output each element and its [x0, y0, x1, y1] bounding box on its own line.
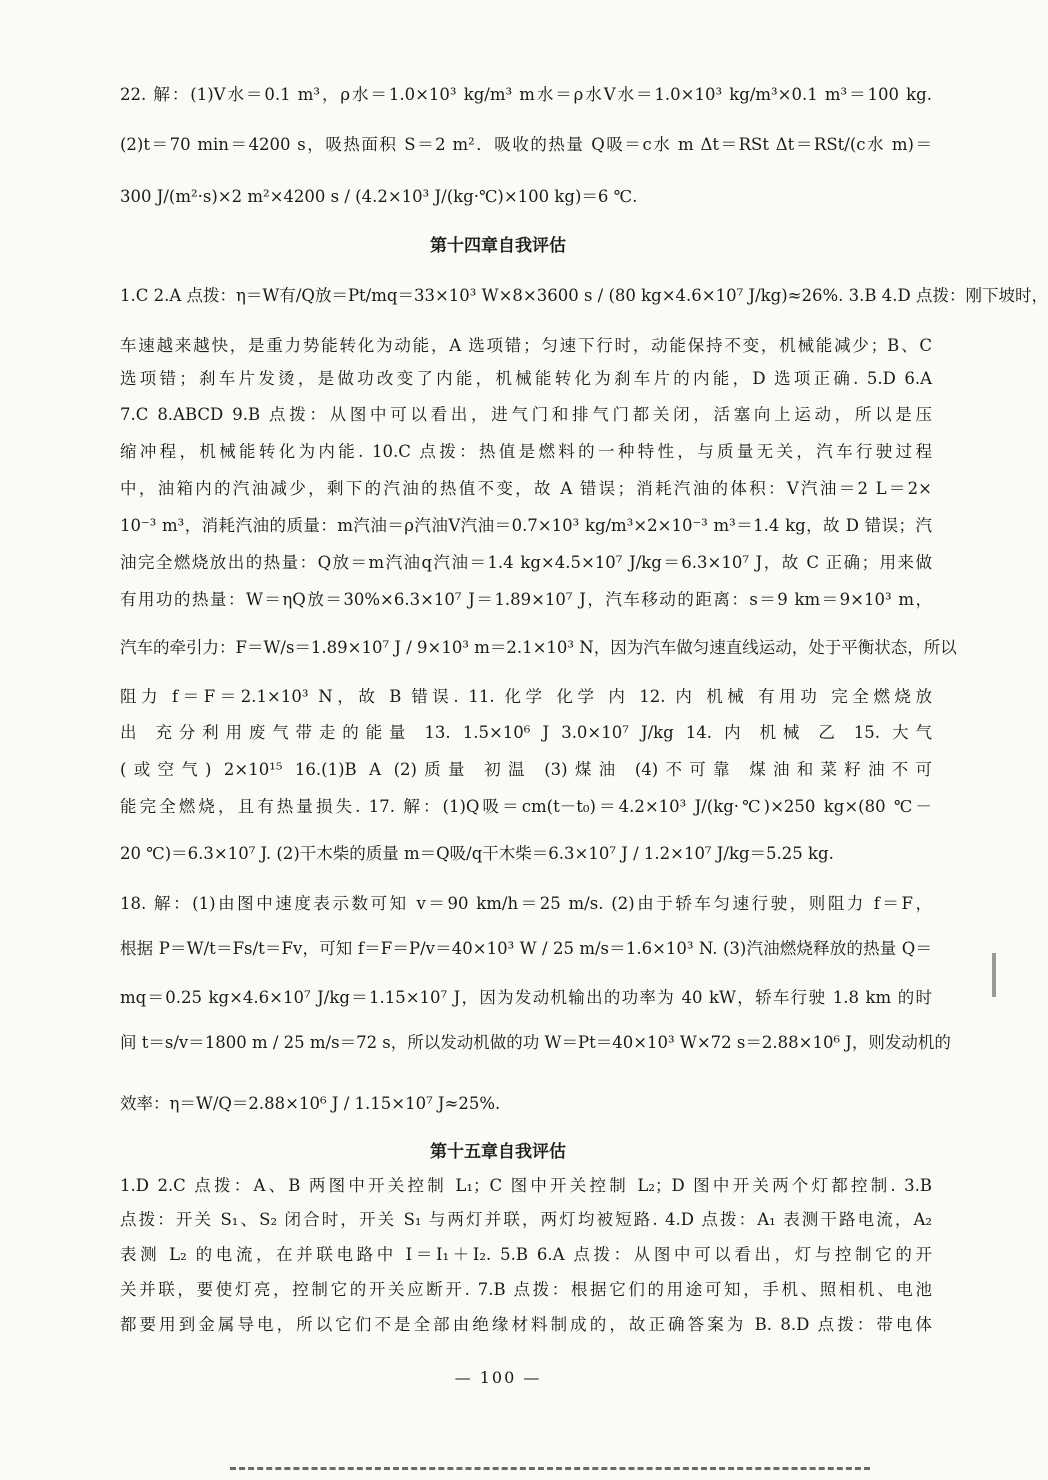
- text-line: 关并联，要使灯亮，控制它的开关应断开. 7.B 点拨：根据它们的用途可知，手机、照相机、电池: [120, 1280, 932, 1299]
- text-line: 20 ℃)＝6.3×10⁷ J. (2)干木柴的质量 m＝Q吸/q干木柴＝6.3×10⁷ J / 1.2×10⁷ J/kg＝5.25 kg.: [120, 844, 834, 863]
- text-line: 有用功的热量：W＝ηQ放＝30%×6.3×10⁷ J＝1.89×10⁷ J，汽车移动的距离：s＝9 km＝9×10³ m，: [120, 590, 932, 609]
- text-line: 效率：η＝W/Q＝2.88×10⁶ J / 1.15×10⁷ J≈25%.: [120, 1094, 501, 1113]
- text-line: 300 J/(m²·s)×2 m²×4200 s / (4.2×10³ J/(kg·℃)×100 kg)＝6 ℃.: [120, 187, 638, 206]
- text-line: 油完全燃烧放出的热量：Q放＝m汽油q汽油＝1.4 kg×4.5×10⁷ J/kg＝6.3×10⁷ J，故 C 正确；用来做: [120, 553, 932, 572]
- scan-bottom-marks: [230, 1467, 870, 1480]
- text-line: 汽车的牵引力：F＝W/s＝1.89×10⁷ J / 9×10³ m＝2.1×10³ N，因为汽车做匀速直线运动，处于平衡状态，所以: [120, 638, 957, 657]
- text-line: 中，油箱内的汽油减少，剩下的汽油的热值不变，故 A 错误；消耗汽油的体积：V汽油＝2 L＝2×: [120, 479, 932, 498]
- text-line: 缩冲程，机械能转化为内能. 10.C 点拨：热值是燃料的一种特性，与质量无关，汽车行驶过程: [120, 442, 932, 461]
- text-line: 1.C 2.A 点拨：η＝W有/Q放＝Pt/mq＝33×10³ W×8×3600 s / (80 kg×4.6×10⁷ J/kg)≈26%. 3.B 4.D 点拨：刚下坡时，: [120, 286, 1048, 305]
- text-line: 表测 L₂ 的电流，在并联电路中 I＝I₁＋I₂. 5.B 6.A 点拨：从图中可以看出，灯与控制它的开: [120, 1245, 932, 1264]
- text-line: 出 充分利用废气带走的能量 13. 1.5×10⁶ J 3.0×10⁷ J/kg 14. 内 机械 乙 15. 大气: [120, 723, 932, 742]
- scan-edge-mark: [992, 953, 996, 997]
- chapter-15-heading: 第十五章自我评估: [430, 1142, 566, 1162]
- text-line: 22. 解：(1)V水＝0.1 m³，ρ水＝1.0×10³ kg/m³ m水＝ρ水V水＝1.0×10³ kg/m³×0.1 m³＝100 kg.: [120, 85, 932, 104]
- chapter-14-heading: 第十四章自我评估: [430, 236, 566, 256]
- text-line: 能完全燃烧，且有热量损失. 17. 解：(1)Q吸＝cm(t－t₀)＝4.2×10³ J/(kg·℃)×250 kg×(80 ℃－: [120, 797, 932, 816]
- text-line: 10⁻³ m³，消耗汽油的质量：m汽油＝ρ汽油V汽油＝0.7×10³ kg/m³×2×10⁻³ m³＝1.4 kg，故 D 错误；汽: [120, 516, 932, 535]
- text-line: 根据 P＝W/t＝Fs/t＝Fv，可知 f＝F＝P/v＝40×10³ W / 25 m/s＝1.6×10³ N. (3)汽油燃烧释放的热量 Q＝: [120, 939, 932, 958]
- text-line: 1.D 2.C 点拨：A、B 两图中开关控制 L₁；C 图中开关控制 L₂；D 图中开关两个灯都控制. 3.B: [120, 1176, 932, 1195]
- page-number: — 100 —: [454, 1368, 542, 1387]
- text-line: 都要用到金属导电，所以它们不是全部由绝缘材料制成的，故正确答案为 B. 8.D 点拨：带电体: [120, 1315, 932, 1334]
- text-line: 阻力 f＝F＝2.1×10³ N，故 B 错误. 11. 化学 化学 内 12. 内 机械 有用功 完全燃烧放: [120, 687, 933, 706]
- text-line: 点拨：开关 S₁、S₂ 闭合时，开关 S₁ 与两灯并联，两灯均被短路. 4.D 点拨：A₁ 表测干路电流，A₂: [120, 1210, 932, 1229]
- text-line: 选项错；刹车片发烫，是做功改变了内能，机械能转化为刹车片的内能，D 选项正确. 5.D 6.A: [120, 369, 932, 388]
- text-line: 7.C 8.ABCD 9.B 点拨：从图中可以看出，进气门和排气门都关闭，活塞向上运动，所以是压: [120, 405, 932, 424]
- text-line: 间 t＝s/v＝1800 m / 25 m/s＝72 s，所以发动机做的功 W＝Pt＝40×10³ W×72 s＝2.88×10⁶ J，则发动机的: [120, 1033, 951, 1052]
- text-line: 车速越来越快，是重力势能转化为动能，A 选项错；匀速下行时，动能保持不变，机械能减少；B、C: [120, 336, 932, 355]
- text-line: mq＝0.25 kg×4.6×10⁷ J/kg＝1.15×10⁷ J，因为发动机输出的功率为 40 kW，轿车行驶 1.8 km 的时: [120, 988, 932, 1007]
- text-line: (或空气) 2×10¹⁵ 16.(1)B A (2)质量 初温 (3)煤油 (4)不可靠 煤油和菜籽油不可: [120, 760, 932, 779]
- text-line: 18. 解：(1)由图中速度表示数可知 v＝90 km/h＝25 m/s. (2)由于轿车匀速行驶，则阻力 f＝F，: [120, 894, 932, 913]
- text-line: (2)t＝70 min＝4200 s，吸热面积 S＝2 m²．吸收的热量 Q吸＝c水 m Δt＝RSt Δt＝RSt/(c水 m)＝: [120, 135, 932, 154]
